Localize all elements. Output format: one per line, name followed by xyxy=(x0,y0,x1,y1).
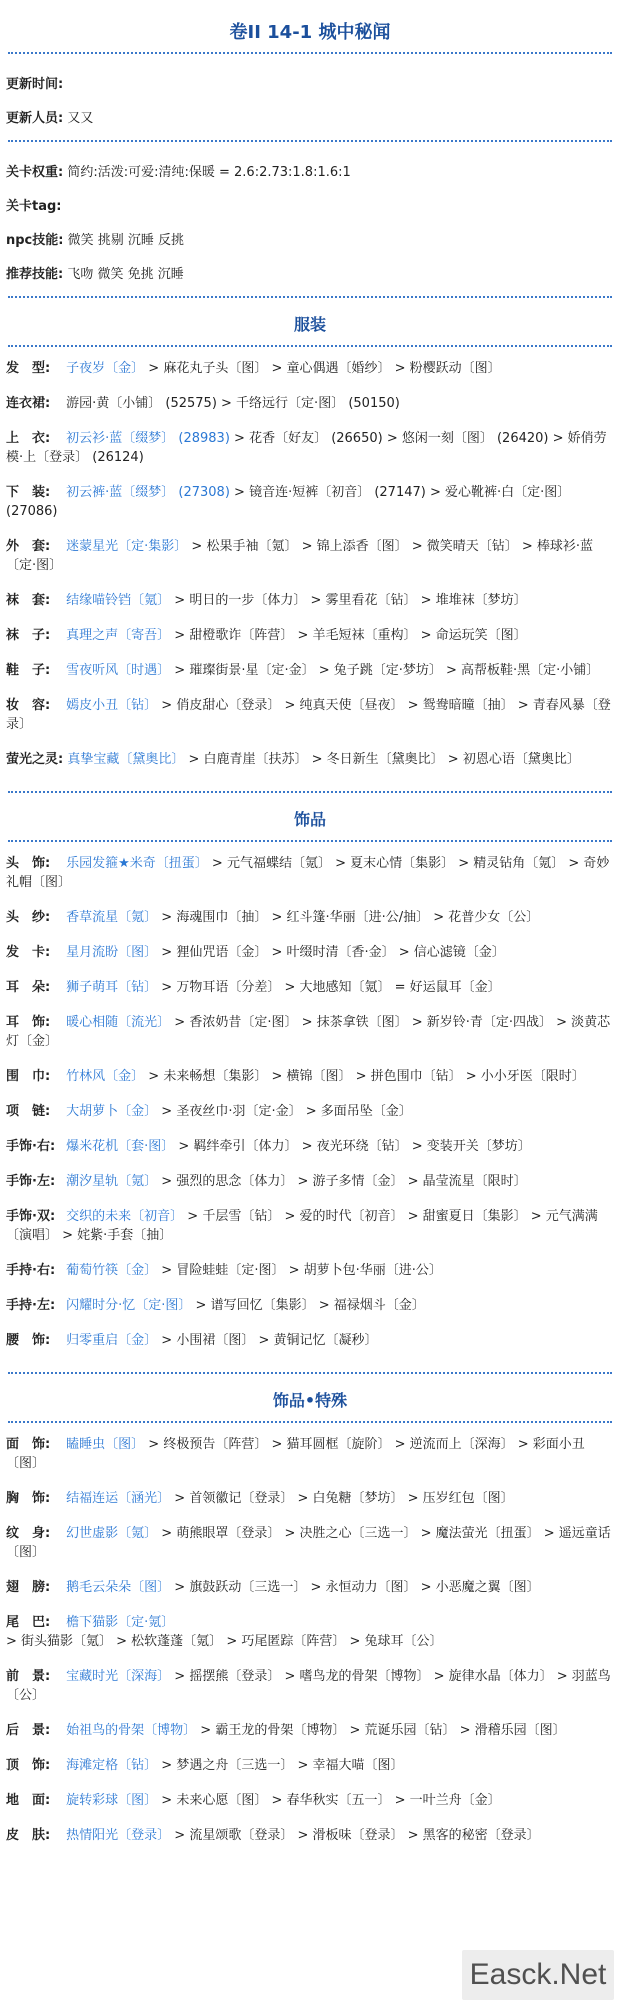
alternative-items: > 未来畅想〔集影〕 > 横锦〔图〕 > 拼色围巾〔钻〕 > 小小牙医〔限时〕 xyxy=(144,1069,585,1084)
alternative-items: > 梦遇之舟〔三选一〕 > 幸福大喵〔图〕 xyxy=(157,1758,404,1773)
meta-value: 微笑 挑剔 沉睡 反挑 xyxy=(67,233,185,248)
slot-label: 尾 巴: xyxy=(6,1615,51,1630)
alternative-items: > 璀璨街景·星〔定·金〕 > 兔子跳〔定·梦坊〕 > 高帮板鞋·黑〔定·小铺〕 xyxy=(170,663,600,678)
item-row xyxy=(6,908,614,927)
alternative-items: > 麻花丸子头〔图〕 > 童心偶遇〔婚纱〕 > 粉樱跃动〔图〕 xyxy=(144,361,501,376)
slot-label: 地 面: xyxy=(6,1793,51,1808)
item-row xyxy=(6,483,614,521)
alternative-items: > 千层雪〔钻〕 > 爱的时代〔初音〕 > 甜蜜夏日〔集影〕 > 元气满满〔演唱〕 > 姹紫·手套〔抽〕 xyxy=(6,1209,598,1243)
slot-label: 下 装: xyxy=(6,485,51,500)
item-row xyxy=(6,661,614,680)
slot-label: 妆 容: xyxy=(6,698,51,713)
accessories-list xyxy=(6,842,614,1372)
best-item-link[interactable]: 结福连运〔涵光〕 xyxy=(66,1491,171,1506)
alternative-items: > 镜音连·短裤〔初音〕 (27147) > 爱心靴裤·白〔定·图〕 (27086) xyxy=(6,485,571,519)
best-item-link[interactable]: 真挚宝藏〔黛奥比〕 xyxy=(67,752,185,767)
best-item-link[interactable]: 旋转彩球〔图〕 xyxy=(66,1793,158,1808)
alternative-items: > 松果手袖〔氪〕 > 锦上添香〔图〕 > 微笑晴天〔钻〕 > 棒球衫·蓝〔定·图〕 xyxy=(6,539,594,573)
meta-label: 关卡tag: xyxy=(6,199,62,214)
alternative-items: > 终极预告〔阵营〕 > 猫耳圆框〔旋阶〕 > 逆流而上〔深海〕 > 彩面小丑〔图〕 xyxy=(6,1437,585,1471)
item-row xyxy=(6,429,614,467)
slot-label: 皮 肤: xyxy=(6,1828,51,1843)
best-item-link[interactable]: 乐园发箍★米奇〔扭蛋〕 xyxy=(66,856,208,871)
item-row xyxy=(6,1721,614,1740)
slot-label: 手饰·双: xyxy=(6,1209,56,1224)
item-row xyxy=(6,854,614,892)
meta-value: 又又 xyxy=(67,111,94,126)
special-list xyxy=(6,1423,614,1867)
best-item-link[interactable]: 宝藏时光〔深海〕 xyxy=(66,1669,171,1684)
best-item-link[interactable]: 狮子萌耳〔钻〕 xyxy=(66,980,158,995)
best-item-link[interactable]: 鹅毛云朵朵〔图〕 xyxy=(66,1580,171,1595)
item-row xyxy=(6,1261,614,1280)
meta-block xyxy=(6,54,614,140)
best-item-link[interactable]: 葡萄竹筷〔金〕 xyxy=(66,1263,158,1278)
item-row xyxy=(6,1102,614,1121)
best-item-link[interactable]: 初云裤·蓝〔缀梦〕 (27308) xyxy=(66,485,230,500)
item-row xyxy=(6,943,614,962)
alternative-items: > 俏皮甜心〔登录〕 > 纯真天使〔昼夜〕 > 鸳鸯暗曈〔抽〕 > 青春风暴〔登录〕 xyxy=(6,698,611,732)
slot-label: 纹 身: xyxy=(6,1526,51,1541)
slot-label: 耳 饰: xyxy=(6,1015,51,1030)
alternative-items: > 萌熊眼罩〔登录〕 > 决胜之心〔三选一〕 > 魔法萤光〔扭蛋〕 > 遥远童话〔图〕 xyxy=(6,1526,611,1560)
alternative-items: > 香浓奶昔〔定·图〕 > 抹茶拿铁〔图〕 > 新岁铃·青〔定·四战〕 > 淡黄芯灯〔金〕 xyxy=(6,1015,611,1049)
best-item-link[interactable]: 海滩定格〔钻〕 xyxy=(66,1758,158,1773)
best-item-link[interactable]: 竹林风〔金〕 xyxy=(66,1069,145,1084)
item-row xyxy=(6,1489,614,1508)
best-item-link[interactable]: 热情阳光〔登录〕 xyxy=(66,1828,171,1843)
best-item-link[interactable]: 星月流盼〔图〕 xyxy=(66,945,158,960)
alternative-items: > 首领徽记〔登录〕 > 白兔糖〔梦坊〕 > 压岁红包〔图〕 xyxy=(170,1491,514,1506)
slot-label: 萤光之灵: xyxy=(6,752,64,767)
level-info-block xyxy=(6,142,614,296)
slot-label: 发 卡: xyxy=(6,945,51,960)
section-title-accessories: 饰品 xyxy=(293,810,326,829)
item-row xyxy=(6,1435,614,1473)
alternative-items: > 小围裙〔图〕 > 黄铜记忆〔凝秒〕 xyxy=(157,1333,378,1348)
alternative-items: 游园·黄〔小铺〕 (52575) > 千络远行〔定·图〕 (50150) xyxy=(66,396,400,411)
slot-label: 发 型: xyxy=(6,361,51,376)
best-item-link[interactable]: 归零重启〔金〕 xyxy=(66,1333,158,1348)
best-item-link[interactable]: 香草流星〔氪〕 xyxy=(66,910,158,925)
meta-label: 更新人员: xyxy=(6,111,64,126)
best-item-link[interactable]: 雪夜听风〔时遇〕 xyxy=(66,663,171,678)
alternative-items: > 强烈的思念〔体力〕 > 游子多情〔金〕 > 晶莹流星〔限时〕 xyxy=(157,1174,527,1189)
item-row xyxy=(6,1331,614,1350)
alternative-items: > 摇摆熊〔登录〕 > 嗜鸟龙的骨架〔博物〕 > 旋律水晶〔体力〕 > 羽蓝鸟〔公〕 xyxy=(6,1669,611,1703)
item-row xyxy=(6,1667,614,1705)
clothing-list xyxy=(6,347,614,791)
alternative-items: > 未来心愿〔图〕 > 春华秋实〔五一〕 > 一叶兰舟〔金〕 xyxy=(157,1793,501,1808)
item-row xyxy=(6,978,614,997)
meta-label: npc技能: xyxy=(6,233,64,248)
page-title: 卷II 14-1 城中秘闻 xyxy=(229,22,391,43)
alternative-items: > 花香〔好友〕 (26650) > 悠闲一刻〔图〕 (26420) > 娇俏劳模·上〔登录〕 (26124) xyxy=(6,431,607,465)
alternative-items: > 谱写回忆〔集影〕 > 福禄烟斗〔金〕 xyxy=(191,1298,425,1313)
meta-recommended-skills xyxy=(6,266,614,284)
alternative-items: > 狸仙咒语〔金〕 > 叶缀时清〔香·金〕 > 信心滤镜〔金〕 xyxy=(157,945,505,960)
meta-label: 关卡权重: xyxy=(6,165,64,180)
best-item-link[interactable]: 初云衫·蓝〔缀梦〕 (28983) xyxy=(66,431,230,446)
watermark xyxy=(462,1950,614,2000)
item-row xyxy=(6,750,614,769)
alternative-items: > 街头猫影〔氪〕 > 松软蓬蓬〔氪〕 > 巧尾匿踪〔阵营〕 > 兔球耳〔公〕 xyxy=(6,1634,443,1649)
item-row xyxy=(6,1013,614,1051)
slot-label: 鞋 子: xyxy=(6,663,51,678)
alternative-items: > 羁绊牵引〔体力〕 > 夜光环绕〔钻〕 > 变装开关〔梦坊〕 xyxy=(174,1139,531,1154)
alternative-items: > 圣夜丝巾·羽〔定·金〕 > 多面吊坠〔金〕 xyxy=(157,1104,412,1119)
item-row xyxy=(6,1578,614,1597)
best-item-link[interactable]: 大胡萝卜〔金〕 xyxy=(66,1104,158,1119)
slot-label: 袜 子: xyxy=(6,628,51,643)
alternative-items: > 明日的一步〔体力〕 > 雾里看花〔钻〕 > 堆堆袜〔梦坊〕 xyxy=(170,593,527,608)
slot-label: 后 景: xyxy=(6,1723,51,1738)
item-row xyxy=(6,1613,614,1651)
best-item-link[interactable]: 檐下猫影〔定·氪〕 xyxy=(66,1615,175,1630)
slot-label: 外 套: xyxy=(6,539,51,554)
best-item-link[interactable]: 暖心相随〔流光〕 xyxy=(66,1015,171,1030)
watermark-text: Easck.Net xyxy=(469,1958,607,1991)
meta-weight xyxy=(6,164,614,182)
slot-label: 面 饰: xyxy=(6,1437,51,1452)
slot-label: 胸 饰: xyxy=(6,1491,51,1506)
item-row xyxy=(6,626,614,645)
alternative-items: > 霸王龙的骨架〔博物〕 > 荒诞乐园〔钻〕 > 滑稽乐园〔图〕 xyxy=(196,1723,566,1738)
item-row xyxy=(6,1067,614,1086)
slot-label: 项 链: xyxy=(6,1104,51,1119)
slot-label: 袜 套: xyxy=(6,593,51,608)
alternative-items: > 流星颂歌〔登录〕 > 滑板味〔登录〕 > 黑客的秘密〔登录〕 xyxy=(170,1828,540,1843)
meta-value: 简约:活泼:可爱:清纯:保暖 = 2.6:2.73:1.8:1.6:1 xyxy=(67,165,351,180)
section-title-special: 饰品•特殊 xyxy=(272,1391,348,1410)
best-item-link[interactable]: 交织的未来〔初音〕 xyxy=(66,1209,184,1224)
slot-label: 手饰·右: xyxy=(6,1139,56,1154)
section-title-clothing: 服装 xyxy=(293,315,326,334)
item-row xyxy=(6,696,614,734)
item-row xyxy=(6,1791,614,1810)
slot-label: 腰 饰: xyxy=(6,1333,51,1348)
slot-label: 手持·左: xyxy=(6,1298,56,1313)
item-row xyxy=(6,394,614,413)
item-row xyxy=(6,1756,614,1775)
item-row xyxy=(6,1137,614,1156)
slot-label: 头 纱: xyxy=(6,910,51,925)
item-row xyxy=(6,591,614,610)
meta-update-time xyxy=(6,76,614,94)
meta-updater xyxy=(6,110,614,128)
alternative-items: > 海魂围巾〔抽〕 > 红斗篷·华丽〔进·公/抽〕 > 花普少女〔公〕 xyxy=(157,910,540,925)
item-row xyxy=(6,359,614,378)
slot-label: 前 景: xyxy=(6,1669,51,1684)
alternative-items: > 万物耳语〔分差〕 > 大地感知〔氪〕 = 好运鼠耳〔金〕 xyxy=(157,980,501,995)
slot-label: 围 巾: xyxy=(6,1069,51,1084)
meta-npc-skills xyxy=(6,232,614,250)
alternative-items: > 冒险蛙蛙〔定·图〕 > 胡萝卜包·华丽〔进·公〕 xyxy=(157,1263,442,1278)
slot-label: 耳 朵: xyxy=(6,980,51,995)
best-item-link[interactable]: 迷蒙星光〔定·集影〕 xyxy=(66,539,188,554)
item-row xyxy=(6,1524,614,1562)
alternative-items: > 甜橙歌诈〔阵营〕 > 羊毛短袜〔重构〕 > 命运玩笑〔图〕 xyxy=(170,628,527,643)
meta-label: 推荐技能: xyxy=(6,267,64,282)
best-item-link[interactable]: 子夜岁〔金〕 xyxy=(66,361,145,376)
alternative-items: > 白鹿青崖〔扶苏〕 > 冬日新生〔黛奥比〕 > 初恩心语〔黛奥比〕 xyxy=(184,752,580,767)
alternative-items: > 元气福蝶结〔氪〕 > 夏末心情〔集影〕 > 精灵钻角〔氪〕 > 奇妙礼帽〔图〕 xyxy=(6,856,610,890)
best-item-link[interactable]: 潮汐星轨〔氪〕 xyxy=(66,1174,158,1189)
meta-tag xyxy=(6,198,614,216)
alternative-items: > 旗鼓跃动〔三选一〕 > 永恒动力〔图〕 > 小恶魔之翼〔图〕 xyxy=(170,1580,540,1595)
slot-label: 翅 膀: xyxy=(6,1580,51,1595)
slot-label: 上 衣: xyxy=(6,431,51,446)
best-item-link[interactable]: 结缘喵铃铛〔氪〕 xyxy=(66,593,171,608)
slot-label: 手饰·左: xyxy=(6,1174,56,1189)
item-row xyxy=(6,537,614,575)
slot-label: 顶 饰: xyxy=(6,1758,51,1773)
best-item-link[interactable]: 瞌睡虫〔图〕 xyxy=(66,1437,145,1452)
slot-label: 连衣裙: xyxy=(6,396,51,411)
item-row xyxy=(6,1826,614,1845)
best-item-link[interactable]: 嫣皮小丑〔钻〕 xyxy=(66,698,158,713)
meta-value: 飞吻 微笑 免挑 沉睡 xyxy=(67,267,184,282)
meta-label: 更新时间: xyxy=(6,77,64,92)
slot-label: 手持·右: xyxy=(6,1263,56,1278)
item-row xyxy=(6,1296,614,1315)
best-item-link[interactable]: 闪耀时分·忆〔定·图〕 xyxy=(66,1298,192,1313)
best-item-link[interactable]: 幻世虚影〔氪〕 xyxy=(66,1526,158,1541)
best-item-link[interactable]: 爆米花机〔套·图〕 xyxy=(66,1139,175,1154)
slot-label: 头 饰: xyxy=(6,856,51,871)
item-row xyxy=(6,1172,614,1191)
best-item-link[interactable]: 真理之声〔寄吾〕 xyxy=(66,628,171,643)
item-row xyxy=(6,1207,614,1245)
best-item-link[interactable]: 始祖鸟的骨架〔博物〕 xyxy=(66,1723,197,1738)
